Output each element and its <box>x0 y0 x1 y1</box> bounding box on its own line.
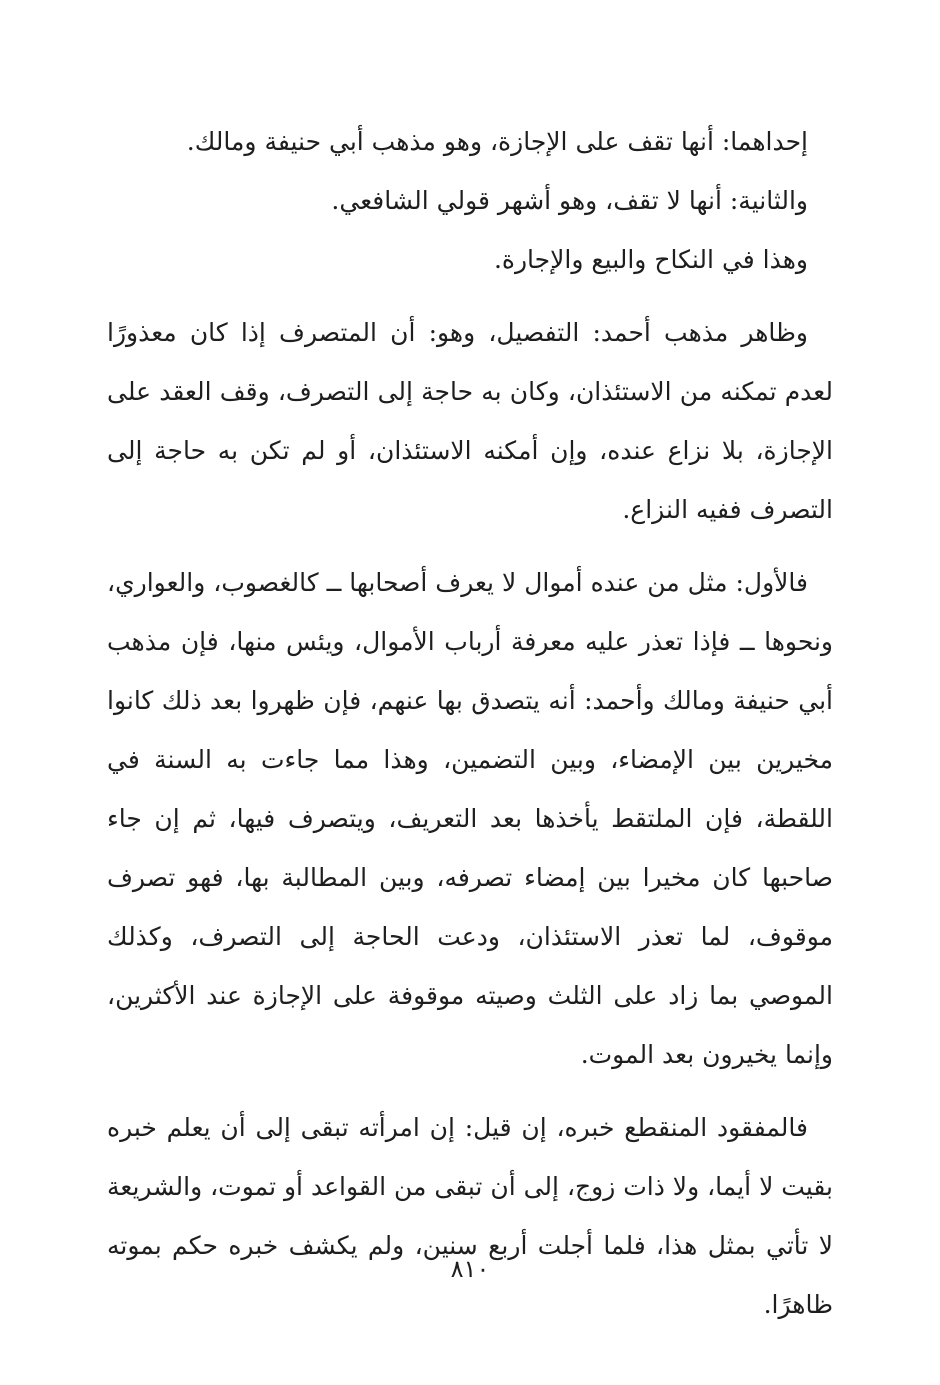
paragraph-ahmad-madhhab: وظاهر مذهب أحمد: التفصيل، وهو: أن المتصرف إذا كان معذورًا لعدم تمكنه من الاستئذان، وكان به حاجة إلى التصرف، وقف العقد على الإجازة، بلا نزاع عنده، وإن أمكنه الاستئذان، أو لم تكن به حاجة إلى التصرف ففيه النزاع. <box>107 318 833 524</box>
paragraph-first-case: فالأول: مثل من عنده أموال لا يعرف أصحابها ــ كالغصوب، والعواري، ونحوها ــ فإذا تعذر عليه معرفة أرباب الأموال، ويئس منها، فإن مذهب أبي حنيفة ومالك وأحمد: أنه يتصدق بها عنهم، فإن ظهروا بعد ذلك كانوا مخيرين بين الإمضاء، وبين التضمين، وهذا مما جاءت به السنة في اللقطة، فإن الملتقط يأخذها بعد التعريف، ويتصرف فيها، ثم إن جاء صاحبها كان مخيرا بين إمضاء تصرفه، وبين المطالبة بها، فهو تصرف موقوف، لما تعذر الاستئذان، ودعت الحاجة إلى التصرف، وكذلك الموصي بما زاد على الثلث وصيته موقوفة على الإجازة عند الأكثرين، وإنما يخيرون بعد الموت. <box>107 568 833 1069</box>
paragraph-second-opinion: والثانية: أنها لا تقف، وهو أشهر قولي الشافعي. <box>331 186 808 215</box>
paragraph-first-opinion: إحداهما: أنها تقف على الإجازة، وهو مذهب أبي حنيفة ومالك. <box>186 127 808 156</box>
paragraph-scope: وهذا في النكاح والبيع والإجارة. <box>493 245 808 274</box>
paragraph-missing-person: فالمفقود المنقطع خبره، إن قيل: إن امرأته تبقى إلى أن يعلم خبره بقيت لا أيما، ولا ذات زوج، إلى أن تبقى من القواعد أو تموت، والشريعة لا تأتي بمثل هذا، فلما أجلت أربع سنين، ولم يكشف خبره حكم بموته ظاهرًا. <box>107 1113 833 1319</box>
page-number: ٨١٠ <box>450 1255 490 1283</box>
